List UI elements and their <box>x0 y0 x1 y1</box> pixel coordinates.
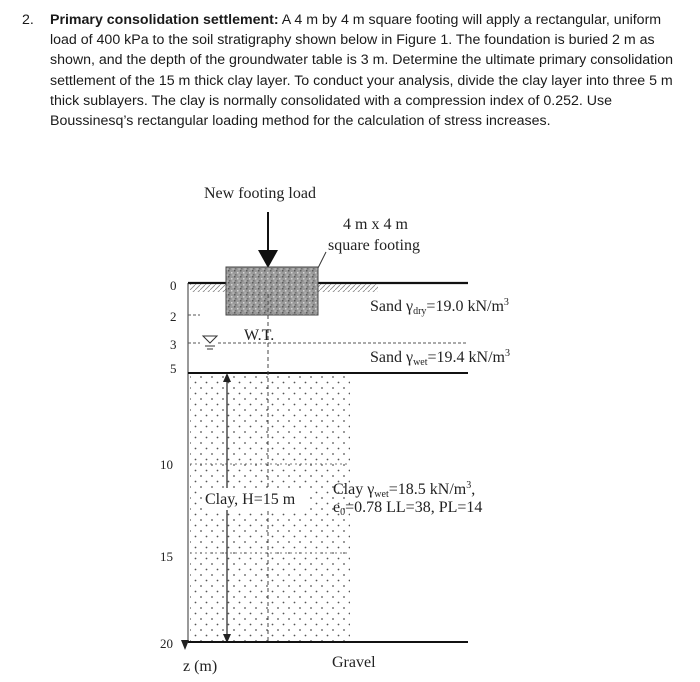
depth-axis-label: z (m) <box>183 658 218 675</box>
depth-axis-arrow <box>181 640 189 650</box>
footing-leader-line <box>318 252 326 268</box>
problem-number: 2. <box>22 12 34 28</box>
depth-tick-2: 2 <box>170 309 177 324</box>
water-table-label: W.T. <box>244 327 275 344</box>
load-arrow-head <box>258 250 278 268</box>
depth-tick-0: 0 <box>170 278 177 293</box>
water-table-symbol <box>203 336 217 349</box>
problem-title: Primary consolidation settlement: <box>50 12 279 28</box>
depth-tick-20: 20 <box>160 636 173 651</box>
clay-properties-line2: e0=0.78 LL=38, PL=14 <box>333 499 483 518</box>
ground-hatch-left <box>190 284 226 292</box>
problem-text: A 4 m by 4 m square footing will apply a rectangular, uniform load of 400 kPa to the soil stratigraphy shown below in Figure 1. The foundation is buried 2 m as shown, and the depth of the groundwater table is 3 m. Determine the ultimate primary consolidation settlement of the 15 m thick clay layer. To conduct your analysis, divide the clay layer into three 5 m thick sublayers. The clay is normally consolidated with a compression index of 0.252. Use Boussinesq’s rectangular loading method for the calculation of stress increases. <box>50 12 674 130</box>
load-label: New footing load <box>204 185 316 202</box>
gravel-label: Gravel <box>332 654 376 671</box>
footing-size-label: 4 m x 4 m <box>343 216 408 233</box>
footing-type-label: square footing <box>328 237 420 254</box>
depth-tick-3: 3 <box>170 337 177 352</box>
depth-tick-5: 5 <box>170 361 177 376</box>
sand-wet-label: Sand γwet=19.4 $kN/m^3$ <box>370 348 510 368</box>
footing-block <box>226 267 318 315</box>
ground-hatch-right <box>318 284 378 292</box>
depth-tick-10: 10 <box>160 457 173 472</box>
clay-properties-line1: Clay γwet=18.5 $kN/m^3$, <box>333 480 476 500</box>
clay-thickness-label: Clay, H=15 m <box>205 491 296 508</box>
depth-tick-15: 15 <box>160 549 173 564</box>
sand-dry-label: Sand γdry=19.0 $kN/m^3$ <box>370 297 509 317</box>
